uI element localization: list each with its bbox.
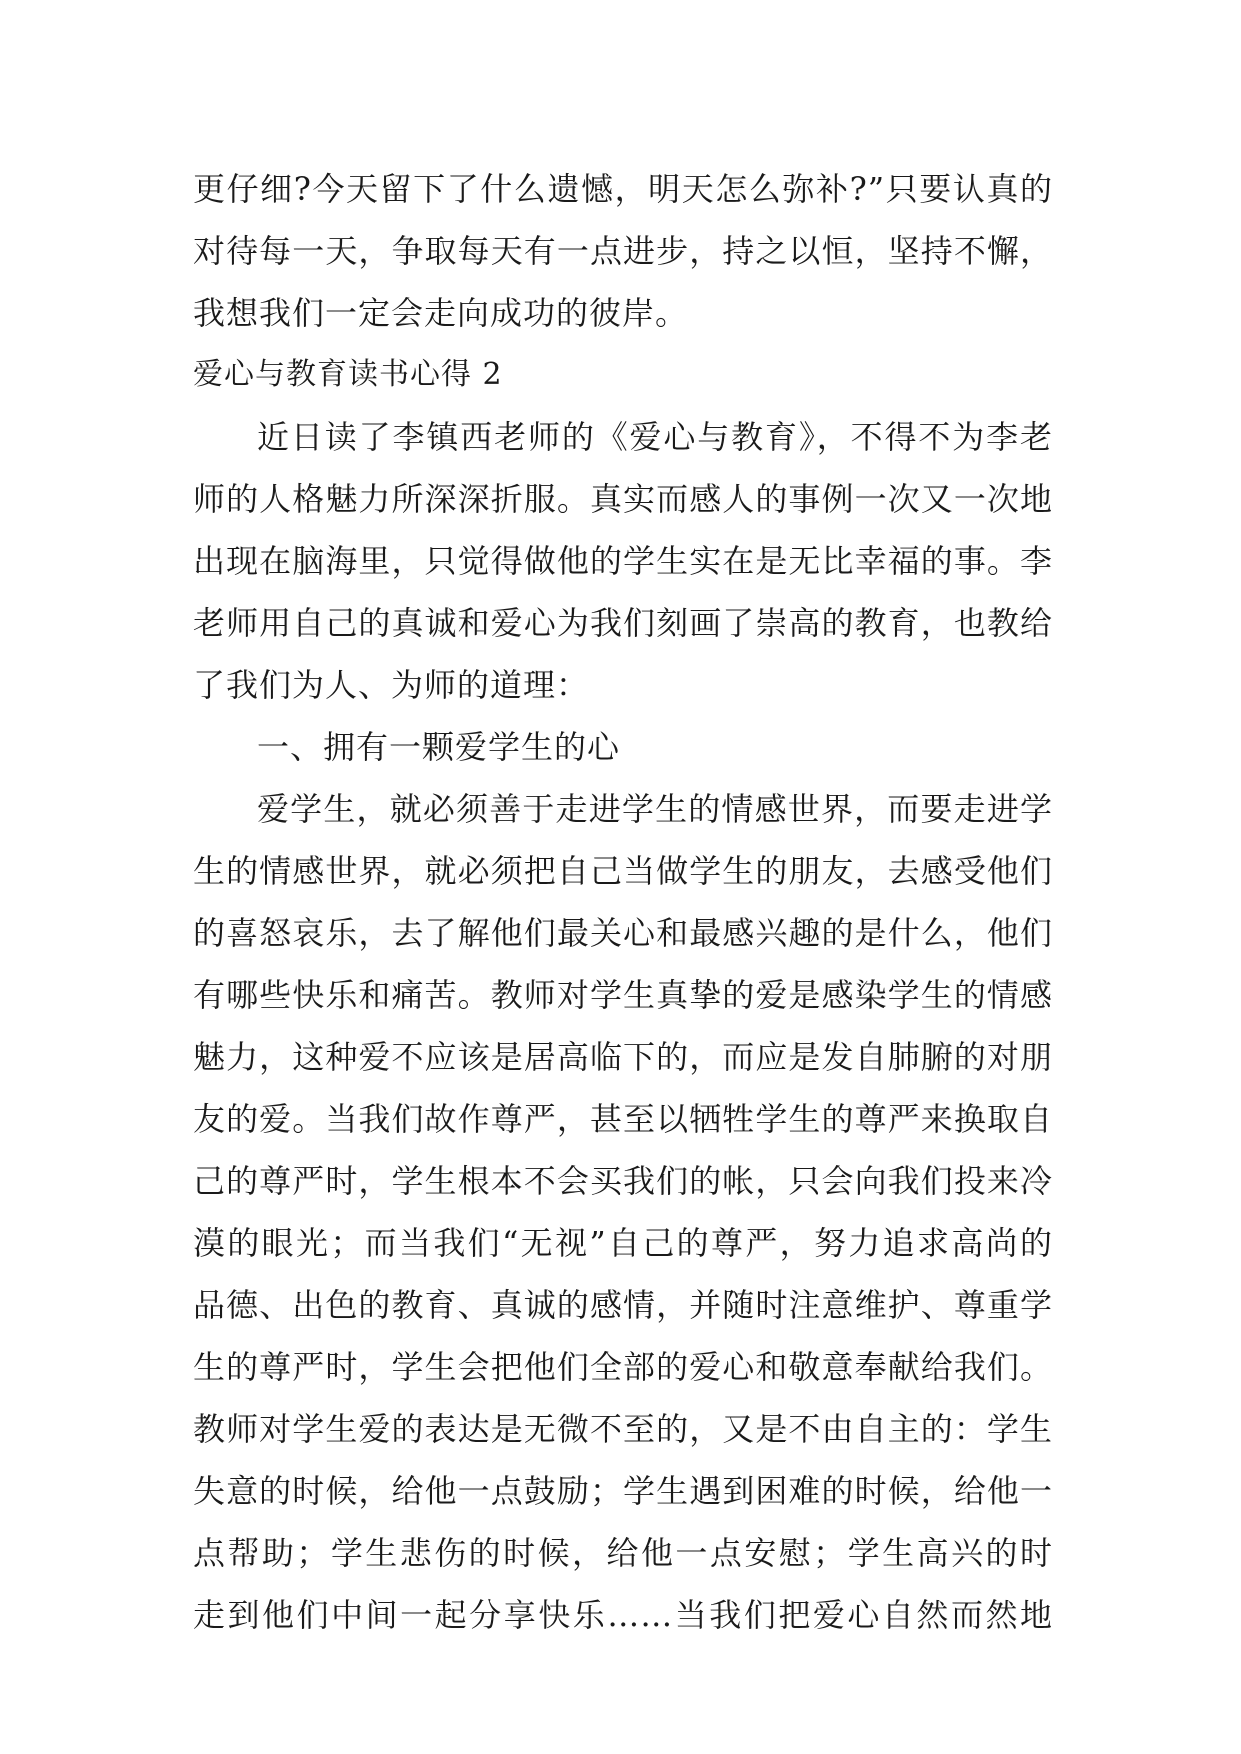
text-line: 友的爱。当我们故作尊严，甚至以牺牲学生的尊严来换取自 [193, 1100, 1053, 1138]
text-line: 生的尊严时，学生会把他们全部的爱心和敬意奉献给我们。 [193, 1348, 1053, 1386]
document-body [193, 158, 1053, 1646]
section-heading: 一、拥有一颗爱学生的心 [257, 728, 621, 766]
text-line: 我想我们一定会走向成功的彼岸。 [193, 294, 689, 332]
text-line: 了我们为人、为师的道理： [193, 666, 590, 704]
text-line: 对待每一天，争取每天有一点进步，持之以恒，坚持不懈， [193, 232, 1053, 270]
text-line: 走到他们中间一起分享快乐……当我们把爱心自然而然地 [193, 1596, 1053, 1634]
text-line: 品德、出色的教育、真诚的感情，并随时注意维护、尊重学 [193, 1286, 1053, 1324]
text-line: 出现在脑海里，只觉得做他的学生实在是无比幸福的事。李 [193, 542, 1053, 580]
text-line: 老师用自己的真诚和爱心为我们刻画了崇高的教育，也教给 [193, 604, 1053, 642]
text-line: 己的尊严时，学生根本不会买我们的帐，只会向我们投来冷 [193, 1162, 1053, 1200]
text-line: 点帮助；学生悲伤的时候，给他一点安慰；学生高兴的时 [193, 1534, 1053, 1572]
text-line: 漠的眼光；而当我们“无视”自己的尊严，努力追求高尚的 [193, 1224, 1053, 1262]
document-title: 爱心与教育读书心得 2 [193, 357, 503, 392]
text-line: 失意的时候，给他一点鼓励；学生遇到困难的时候，给他一 [193, 1472, 1053, 1510]
text-line: 师的人格魅力所深深折服。真实而感人的事例一次又一次地 [193, 480, 1053, 518]
text-line: 有哪些快乐和痛苦。教师对学生真挚的爱是感染学生的情感 [193, 976, 1053, 1014]
text-line: 生的情感世界，就必须把自己当做学生的朋友，去感受他们 [193, 852, 1053, 890]
text-line: 更仔细?今天留下了什么遗憾，明天怎么弥补?”只要认真的 [193, 170, 1053, 208]
text-line: 魅力，这种爱不应该是居高临下的，而应是发自肺腑的对朋 [193, 1038, 1053, 1076]
text-line: 的喜怒哀乐，去了解他们最关心和最感兴趣的是什么，他们 [193, 914, 1053, 952]
text-line: 爱学生，就必须善于走进学生的情感世界，而要走进学 [257, 790, 1053, 828]
text-line: 近日读了李镇西老师的《爱心与教育》，不得不为李老 [257, 418, 1053, 456]
text-line: 教师对学生爱的表达是无微不至的，又是不由自主的：学生 [193, 1410, 1053, 1448]
